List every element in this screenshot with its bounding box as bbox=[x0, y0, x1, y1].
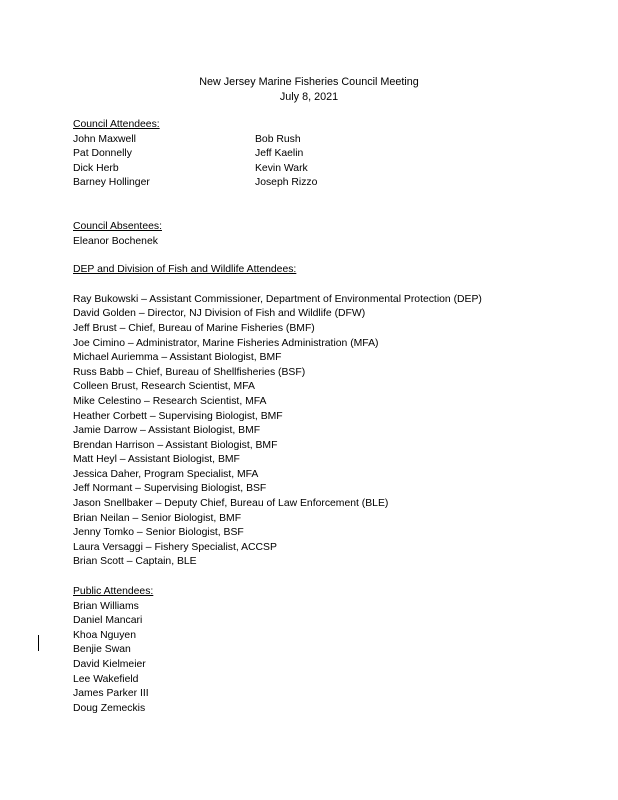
list-item: David Kielmeier bbox=[73, 659, 146, 670]
council-attendees-right-column bbox=[255, 133, 455, 191]
list-item: Joe Cimino – Administrator, Marine Fisheries Administration (MFA) bbox=[73, 337, 379, 349]
list-item: James Parker III bbox=[73, 688, 149, 700]
public-attendees-heading: Public Attendees: bbox=[73, 586, 154, 598]
list-item: Matt Heyl – Assistant Biologist, BMF bbox=[73, 454, 240, 466]
council-attendees-section bbox=[73, 118, 543, 191]
list-item: Eleanor Bochenek bbox=[73, 235, 158, 247]
section-spacer bbox=[73, 191, 543, 220]
list-item: Jenny Tomko – Senior Biologist, BSF bbox=[73, 527, 244, 539]
list-item: Dick Herb bbox=[73, 162, 119, 174]
title-block bbox=[0, 75, 618, 105]
list-item: Lee Wakefield bbox=[73, 673, 139, 685]
list-item: Kevin Wark bbox=[255, 162, 308, 174]
document-body bbox=[73, 118, 543, 716]
list-item: Benjie Swan bbox=[73, 644, 131, 656]
list-item: Brian Williams bbox=[73, 600, 139, 612]
section-spacer bbox=[73, 249, 543, 263]
list-item: Pat Donnelly bbox=[73, 148, 132, 160]
dep-attendees-list bbox=[73, 293, 543, 570]
list-item: Jamie Darrow – Assistant Biologist, BMF bbox=[73, 425, 261, 437]
council-absentees-section bbox=[73, 220, 543, 249]
list-item: Barney Hollinger bbox=[73, 177, 150, 189]
document-date: July 8, 2021 bbox=[279, 91, 339, 103]
list-item: Khoa Nguyen bbox=[73, 629, 136, 641]
dep-attendees-section bbox=[73, 263, 543, 570]
list-item: Jessica Daher, Program Specialist, MFA bbox=[73, 468, 259, 480]
list-item: Jeff Normant – Supervising Biologist, BSF bbox=[73, 483, 267, 495]
section-spacer bbox=[73, 278, 543, 293]
text-cursor bbox=[38, 635, 39, 651]
list-item: John Maxwell bbox=[73, 133, 136, 145]
list-item: Laura Versaggi – Fishery Specialist, ACCSP bbox=[73, 541, 277, 553]
document-title: New Jersey Marine Fisheries Council Meeting bbox=[199, 76, 419, 88]
council-absentees-heading: Council Absentees: bbox=[73, 220, 162, 232]
list-item: Daniel Mancari bbox=[73, 615, 143, 627]
dep-attendees-heading: DEP and Division of Fish and Wildlife Attendees: bbox=[73, 264, 297, 276]
list-item: Jeff Brust – Chief, Bureau of Marine Fisheries (BMF) bbox=[73, 322, 315, 334]
public-attendees-list bbox=[73, 600, 543, 717]
list-item: Michael Auriemma – Assistant Biologist, BMF bbox=[73, 352, 282, 364]
list-item: Doug Zemeckis bbox=[73, 702, 146, 714]
list-item: Bob Rush bbox=[255, 133, 301, 145]
public-attendees-section bbox=[73, 585, 543, 716]
list-item: Brian Scott – Captain, BLE bbox=[73, 556, 197, 568]
council-attendees-columns bbox=[73, 133, 543, 191]
list-item: Joseph Rizzo bbox=[255, 177, 318, 189]
list-item: Jason Snellbaker – Deputy Chief, Bureau of Law Enforcement (BLE) bbox=[73, 498, 389, 510]
council-attendees-left-column bbox=[73, 133, 255, 191]
council-attendees-heading: Council Attendees: bbox=[73, 119, 160, 130]
list-item: Brendan Harrison – Assistant Biologist, BMF bbox=[73, 439, 278, 451]
list-item: Mike Celestino – Research Scientist, MFA bbox=[73, 395, 267, 407]
list-item: Ray Bukowski – Assistant Commissioner, Department of Environmental Protection (DEP) bbox=[73, 293, 482, 305]
list-item: David Golden – Director, NJ Division of Fish and Wildlife (DFW) bbox=[73, 308, 366, 320]
list-item: Heather Corbett – Supervising Biologist, BMF bbox=[73, 410, 283, 422]
section-spacer bbox=[73, 570, 543, 585]
list-item: Colleen Brust, Research Scientist, MFA bbox=[73, 381, 255, 393]
list-item: Jeff Kaelin bbox=[255, 148, 304, 160]
council-absentees-list bbox=[73, 235, 543, 250]
list-item: Brian Neilan – Senior Biologist, BMF bbox=[73, 512, 242, 524]
list-item: Russ Babb – Chief, Bureau of Shellfisheries (BSF) bbox=[73, 366, 306, 378]
